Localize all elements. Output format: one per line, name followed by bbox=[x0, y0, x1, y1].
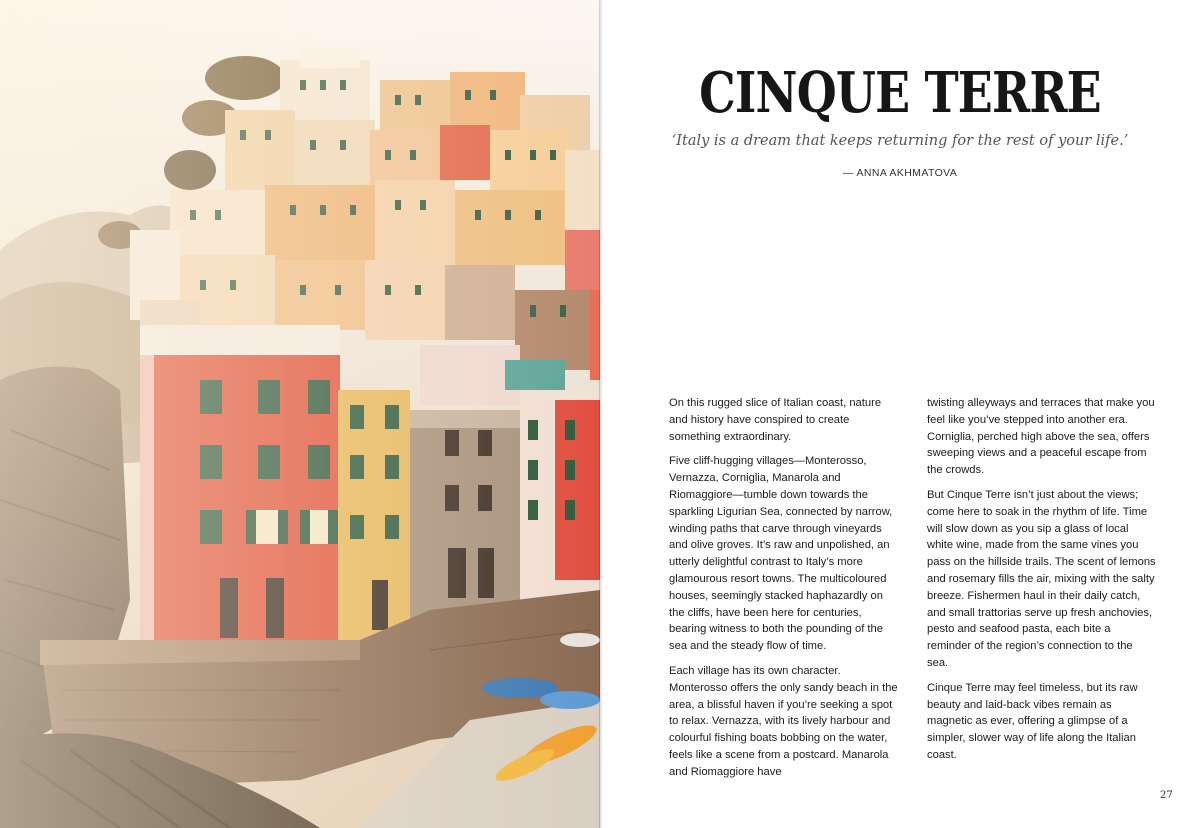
body-paragraph: twisting alleyways and terraces that make you feel like you’ve stepped into another era. Corniglia, perched high above the sea, offers sweeping views and a peaceful escape from the crowds. bbox=[927, 397, 1155, 477]
body-column-left bbox=[669, 395, 898, 789]
body-paragraph: Five cliff-hugging villages—Monterosso, Vernazza, Corniglia, Manarola and Riomaggiore—tumble down towards the sparkling Ligurian Sea, connected by narrow, winding paths that carve through vineyards and olive groves. It’s raw and unpolished, an utterly delightful contrast to Italy’s more glamourous resort towns. The multicoloured houses, seemingly stacked haphazardly on the cliffs, have been here for centuries, bearing witness to both the pounding of the sea and the steady flow of time. bbox=[669, 455, 893, 653]
body-paragraph: On this rugged slice of Italian coast, nature and history have conspired to create something extraordinary. bbox=[669, 397, 882, 443]
body-paragraph: Cinque Terre may feel timeless, but its raw beauty and laid-back vibes remain as magnetic as ever, offering a glimpse of a simpler, slower way of life along the Italian coast. bbox=[927, 681, 1138, 761]
pull-quote: ‘Italy is a dream that keeps returning for the rest of your life.’ bbox=[671, 133, 1129, 149]
article-title: CINQUE TERRE bbox=[699, 60, 1101, 126]
body-column-right bbox=[927, 395, 1156, 772]
page-number: 27 bbox=[1160, 790, 1173, 801]
body-paragraph: But Cinque Terre isn’t just about the views; come here to soak in the rhythm of life. Time will slow down as you sip a glass of local white wine, made from the same vines you pass on the hillside trails. The scent of lemons and rosemary fills the air, mixing with the salty breeze. Fishermen haul in their daily catch, and small trattorias serve up fresh anchovies, pesto and seafood pasta, each bite a reminder of the region’s connection to the sea. bbox=[927, 488, 1156, 669]
body-paragraph: Each village has its own character. Monterosso offers the only sandy beach in the area, a blissful haven if you’re seeking a spot to relax. Vernazza, with its lively harbour and colourful fishing boats bobbing on the water, feels like a scene from a postcard. Manarola and Riomaggiore have bbox=[669, 664, 898, 778]
quote-attribution: — ANNA AKHMATOVA bbox=[842, 167, 958, 179]
page-gutter bbox=[599, 0, 603, 828]
